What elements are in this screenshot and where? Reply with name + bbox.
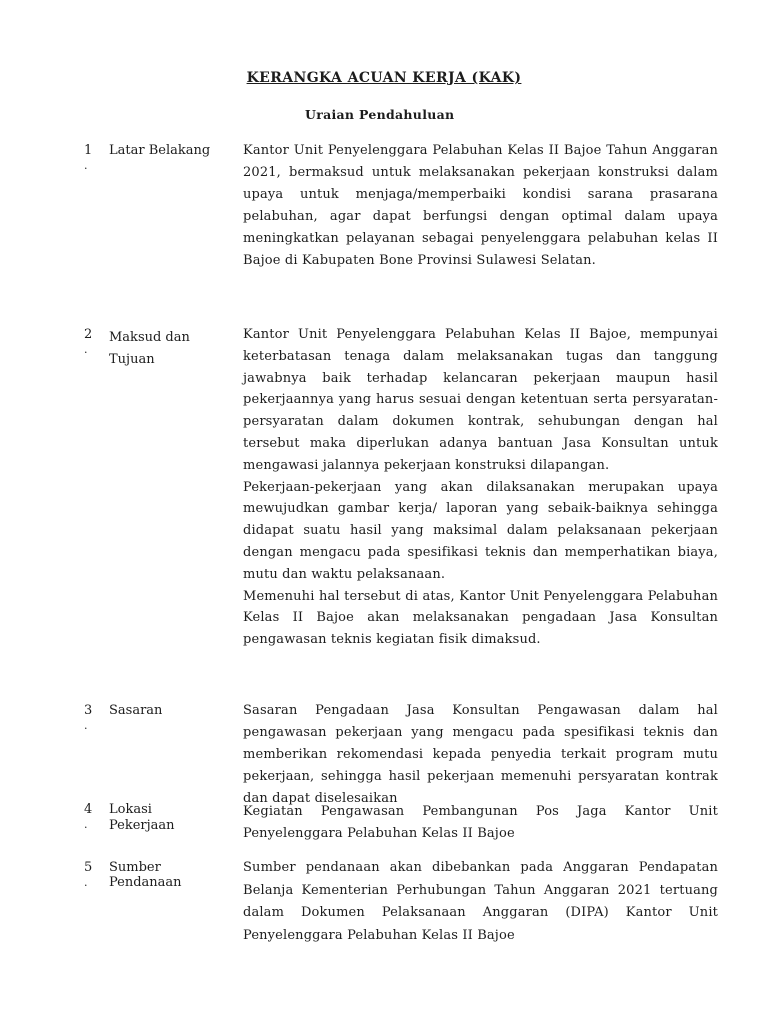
section-label-sasaran (109, 703, 234, 718)
paragraph: Pekerjaan-pekerjaan yang akan dilaksanakan merupakan upaya mewujudkan gambar kerja/ laporan yang sebaik-baiknya sehingga didapat suatu hasil yang maksimal dalam pelaksanaan pekerjaan dengan mengacu pada spesifikasi teknis dan memperhatikan biaya, mutu dan waktu pelaksanaan. (243, 479, 718, 582)
section-body-latar-belakang (243, 140, 718, 272)
section-number-digit: 3 (84, 703, 93, 718)
section-number (84, 703, 96, 731)
section-label-lokasi-pekerjaan (109, 802, 234, 834)
paragraph: Kantor Unit Penyelenggara Pelabuhan Kelas II Bajoe, mempunyai keterbatasan tenaga dalam melaksanakan tugas dan tanggung jawabnya baik terhadap kelancaran pekerjaan maupun hasil pekerjaannya yang harus sesuai dengan ketentuan serta persyaratan-persyaratan dalam dokumen kontrak, sehubungan dengan hal tersebut maka diperlukan adanya bantuan Jasa Konsultan untuk mengawasi jalannya pekerjaan konstruksi dilapangan. (243, 327, 718, 473)
section-number (84, 860, 96, 888)
section-number-digit: 1 (84, 143, 93, 158)
paragraph: Sumber pendanaan akan dibebankan pada Anggaran Pendapatan Belanja Kementerian Perhubungan Tahun Anggaran 2021 tertuang dalam Dokumen Pelaksanaan Anggaran (DIPA) Kantor Unit Penyelenggara Pelabuhan Kelas II Bajoe (243, 860, 718, 943)
section-number (84, 802, 96, 830)
section-label-maksud-tujuan (109, 327, 234, 371)
section-number-dot: . (84, 159, 88, 172)
section-body-sasaran (243, 700, 718, 810)
section-label-line: Latar Belakang (109, 143, 211, 158)
paragraph: Kegiatan Pengawasan Pembangunan Pos Jaga Kantor Unit Penyelenggara Pelabuhan Kelas II Bajoe (243, 804, 718, 841)
section-label-line: Sasaran (109, 703, 163, 718)
document-title: KERANGKA ACUAN KERJA (KAK) (246, 70, 522, 86)
section-body-maksud-tujuan (243, 324, 718, 651)
section-label-line: Pendanaan (109, 875, 182, 890)
section-body-sumber-pendanaan (243, 857, 718, 947)
section-number-dot: . (84, 876, 88, 889)
section-number-dot: . (84, 343, 88, 356)
section-number-digit: 4 (84, 802, 93, 817)
section-label-latar-belakang (109, 143, 234, 158)
section-number-dot: . (84, 719, 88, 732)
section-number (84, 143, 96, 171)
section-number (84, 327, 96, 355)
section-number-digit: 5 (84, 860, 93, 875)
section-label-sumber-pendanaan (109, 860, 234, 890)
document-subtitle: Uraian Pendahuluan (305, 107, 455, 122)
section-number-dot: . (84, 818, 88, 831)
section-label-line: Tujuan (109, 352, 155, 367)
section-label-line: Lokasi (109, 802, 152, 817)
section-label-line: Maksud dan (109, 330, 190, 345)
section-label-line: Sumber (109, 860, 161, 875)
paragraph: Kantor Unit Penyelenggara Pelabuhan Kelas II Bajoe Tahun Anggaran 2021, bermaksud untuk melaksanakan pekerjaan konstruksi dalam upaya untuk menjaga/memperbaiki kondisi sarana prasarana pelabuhan, agar dapat berfungsi dengan optimal dalam upaya meningkatkan pelayanan sebagai penyelenggara pelabuhan kelas II Bajoe di Kabupaten Bone Provinsi Sulawesi Selatan. (243, 143, 718, 268)
section-label-line: Pekerjaan (109, 818, 175, 833)
paragraph: Sasaran Pengadaan Jasa Konsultan Pengawasan dalam hal pengawasan pekerjaan yang mengacu pada spesifikasi teknis dan memberikan rekomendasi kepada penyedia terkait program mutu pekerjaan, sehingga hasil pekerjaan memenuhi persyaratan kontrak dan dapat diselesaikan (243, 703, 718, 806)
section-number-digit: 2 (84, 327, 93, 342)
paragraph: Memenuhi hal tersebut di atas, Kantor Unit Penyelenggara Pelabuhan Kelas II Bajoe akan melaksanakan pengadaan Jasa Konsultan pengawasan teknis kegiatan fisik dimaksud. (243, 588, 718, 648)
section-body-lokasi-pekerjaan (243, 801, 718, 845)
